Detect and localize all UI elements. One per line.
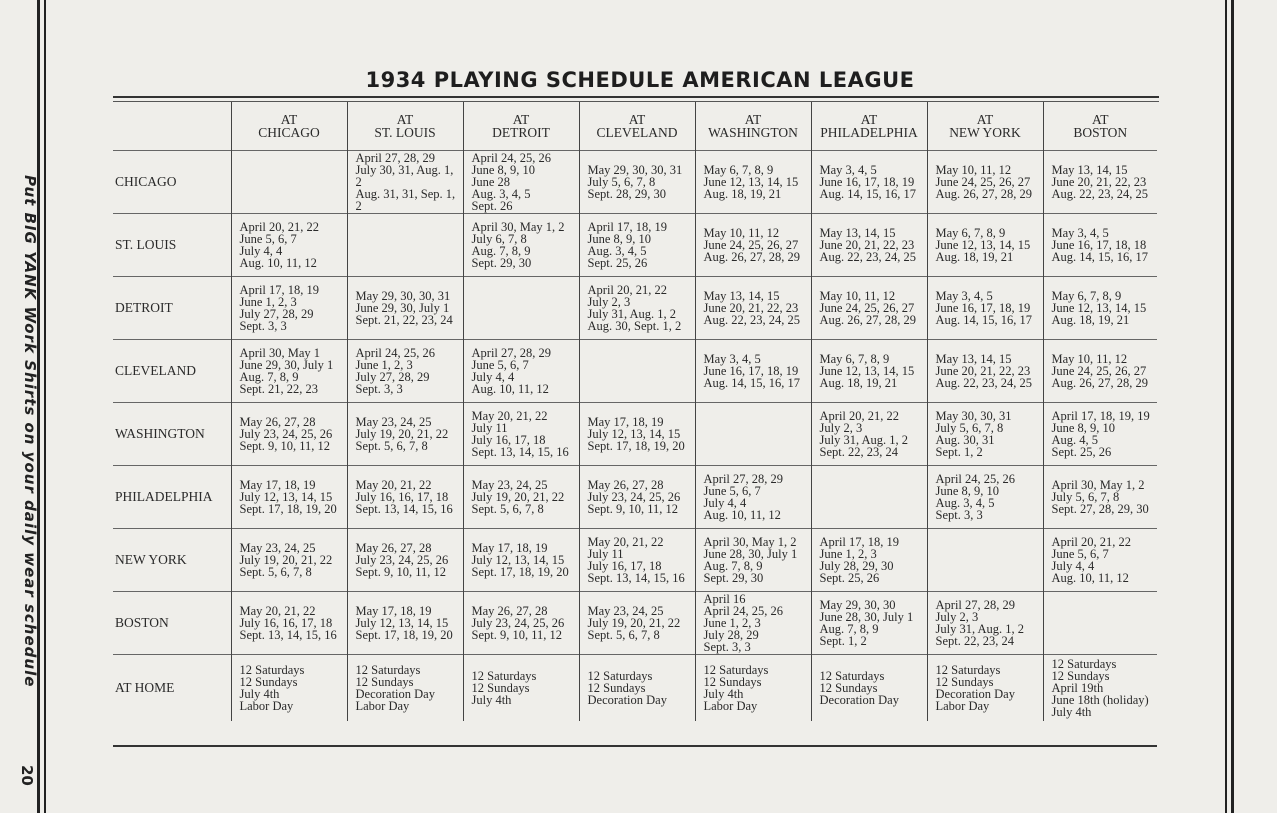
table-row [113,403,1157,466]
schedule-cell: May 20, 21, 22 July 11 July 16, 17, 18 Sept. 13, 14, 15, 16 [579,529,695,592]
right-border-line [1231,0,1234,813]
schedule-cell: April 27, 28, 29 June 5, 6, 7 July 4, 4 Aug. 10, 11, 12 [463,340,579,403]
schedule-cell: April 30, May 1, 2 July 5, 6, 7, 8 Sept. 27, 28, 29, 30 [1043,466,1157,529]
row-team-label: ST. LOUIS [113,214,231,277]
at-home-cell: 12 Saturdays 12 Sundays Decoration Day Labor Day [347,655,463,722]
schedule-cell: May 6, 7, 8, 9 June 12, 13, 14, 15 Aug. 18, 19, 21 [927,214,1043,277]
schedule-cell: May 17, 18, 19 July 12, 13, 14, 15 Sept. 17, 18, 19, 20 [231,466,347,529]
schedule-cell: May 6, 7, 8, 9 June 12, 13, 14, 15 Aug. 18, 19, 21 [811,340,927,403]
schedule-cell [347,214,463,277]
schedule-cell: April 24, 25, 26 June 8, 9, 10 June 28 Aug. 3, 4, 5 Sept. 26 [463,151,579,214]
schedule-cell: May 10, 11, 12 June 24, 25, 26, 27 Aug. 26, 27, 28, 29 [927,151,1043,214]
schedule-cell: May 23, 24, 25 July 19, 20, 21, 22 Sept. 5, 6, 7, 8 [347,403,463,466]
schedule-cell: May 6, 7, 8, 9 June 12, 13, 14, 15 Aug. 18, 19, 21 [695,151,811,214]
column-header: AT CHICAGO [231,102,347,151]
table-row [113,340,1157,403]
column-header: AT CLEVELAND [579,102,695,151]
schedule-cell [463,277,579,340]
column-header: AT BOSTON [1043,102,1157,151]
schedule-cell: May 3, 4, 5 June 16, 17, 18, 18 Aug. 14, 15, 16, 17 [1043,214,1157,277]
schedule-cell: May 20, 21, 22 July 11 July 16, 17, 18 Sept. 13, 14, 15, 16 [463,403,579,466]
schedule-cell: May 30, 30, 31 July 5, 6, 7, 8 Aug. 30, 31 Sept. 1, 2 [927,403,1043,466]
header-row [113,102,1157,151]
schedule-cell: April 17, 18, 19 June 1, 2, 3 July 28, 29, 30 Sept. 25, 26 [811,529,927,592]
at-home-cell: 12 Saturdays 12 Sundays April 19th June 18th (holiday) July 4th [1043,655,1157,722]
schedule-table [113,102,1157,721]
schedule-cell: May 10, 11, 12 June 24, 25, 26, 27 Aug. 26, 27, 28, 29 [695,214,811,277]
schedule-cell: May 10, 11, 12 June 24, 25, 26, 27 Aug. 26, 27, 28, 29 [1043,340,1157,403]
schedule-cell: May 29, 30, 30, 31 July 5, 6, 7, 8 Sept. 28, 29, 30 [579,151,695,214]
row-team-label: CHICAGO [113,151,231,214]
at-home-cell: 12 Saturdays 12 Sundays Decoration Day Labor Day [927,655,1043,722]
row-team-label: WASHINGTON [113,403,231,466]
schedule-cell: April 20, 21, 22 June 5, 6, 7 July 4, 4 Aug. 10, 11, 12 [1043,529,1157,592]
schedule-cell: April 24, 25, 26 June 1, 2, 3 July 27, 28, 29 Sept. 3, 3 [347,340,463,403]
at-home-label: AT HOME [113,655,231,722]
right-border-line-inner [1225,0,1227,813]
side-slogan: Put BIG YANK Work Shirts on your daily wear schedule [21,175,39,688]
schedule-cell: May 23, 24, 25 July 19, 20, 21, 22 Sept. 5, 6, 7, 8 [579,592,695,655]
table-row [113,151,1157,214]
schedule-cell: May 13, 14, 15 June 20, 21, 22, 23 Aug. 22, 23, 24, 25 [695,277,811,340]
table-row [113,277,1157,340]
schedule-cell: May 29, 30, 30, 31 June 29, 30, July 1 Sept. 21, 22, 23, 24 [347,277,463,340]
schedule-cell: May 3, 4, 5 June 16, 17, 18, 19 Aug. 14, 15, 16, 17 [811,151,927,214]
table-row [113,214,1157,277]
row-team-label: CLEVELAND [113,340,231,403]
table-row [113,592,1157,655]
page-title: 1934 PLAYING SCHEDULE AMERICAN LEAGUE [365,68,915,92]
schedule-cell: May 26, 27, 28 July 23, 24, 25, 26 Sept. 9, 10, 11, 12 [231,403,347,466]
column-header: AT NEW YORK [927,102,1043,151]
at-home-cell: 12 Saturdays 12 Sundays July 4th [463,655,579,722]
schedule-cell: April 30, May 1, 2 June 28, 30, July 1 Aug. 7, 8, 9 Sept. 29, 30 [695,529,811,592]
column-header: AT ST. LOUIS [347,102,463,151]
row-team-label: BOSTON [113,592,231,655]
schedule-cell [579,340,695,403]
column-header: AT PHILADELPHIA [811,102,927,151]
schedule-cell: May 26, 27, 28 July 23, 24, 25, 26 Sept. 9, 10, 11, 12 [347,529,463,592]
schedule-cell: April 20, 21, 22 July 2, 3 July 31, Aug. 1, 2 Sept. 22, 23, 24 [811,403,927,466]
schedule-cell: May 10, 11, 12 June 24, 25, 26, 27 Aug. 26, 27, 28, 29 [811,277,927,340]
column-header: AT DETROIT [463,102,579,151]
schedule-cell [927,529,1043,592]
schedule-cell: April 30, May 1, 2 July 6, 7, 8 Aug. 7, 8, 9 Sept. 29, 30 [463,214,579,277]
schedule-cell: April 17, 18, 19, 19 June 8, 9, 10 Aug. 4, 5 Sept. 25, 26 [1043,403,1157,466]
schedule-cell: April 30, May 1 June 29, 30, July 1 Aug. 7, 8, 9 Sept. 21, 22, 23 [231,340,347,403]
schedule-cell: May 17, 18, 19 July 12, 13, 14, 15 Sept. 17, 18, 19, 20 [463,529,579,592]
schedule-cell: April 17, 18, 19 June 1, 2, 3 July 27, 28, 29 Sept. 3, 3 [231,277,347,340]
schedule-cell [1043,592,1157,655]
schedule-cell [811,466,927,529]
schedule-cell: May 3, 4, 5 June 16, 17, 18, 19 Aug. 14, 15, 16, 17 [695,340,811,403]
at-home-cell: 12 Saturdays 12 Sundays July 4th Labor Day [231,655,347,722]
column-header: AT WASHINGTON [695,102,811,151]
bottom-rule [113,745,1157,747]
schedule-cell: May 29, 30, 30 June 28, 30, July 1 Aug. 7, 8, 9 Sept. 1, 2 [811,592,927,655]
corner-cell [113,102,231,151]
schedule-cell [695,403,811,466]
schedule-cell: May 17, 18, 19 July 12, 13, 14, 15 Sept. 17, 18, 19, 20 [347,592,463,655]
schedule-cell: April 17, 18, 19 June 8, 9, 10 Aug. 3, 4, 5 Sept. 25, 26 [579,214,695,277]
schedule-cell: May 20, 21, 22 July 16, 16, 17, 18 Sept. 13, 14, 15, 16 [231,592,347,655]
schedule-cell: April 27, 28, 29 July 30, 31, Aug. 1, 2 Aug. 31, 31, Sep. 1, 2 [347,151,463,214]
at-home-cell: 12 Saturdays 12 Sundays July 4th Labor Day [695,655,811,722]
schedule-cell: April 20, 21, 22 June 5, 6, 7 July 4, 4 Aug. 10, 11, 12 [231,214,347,277]
row-team-label: NEW YORK [113,529,231,592]
row-team-label: PHILADELPHIA [113,466,231,529]
schedule-cell [231,151,347,214]
schedule-cell: May 13, 14, 15 June 20, 21, 22, 23 Aug. 22, 23, 24, 25 [811,214,927,277]
table-row [113,466,1157,529]
schedule-cell: May 3, 4, 5 June 16, 17, 18, 19 Aug. 14, 15, 16, 17 [927,277,1043,340]
schedule-cell: May 26, 27, 28 July 23, 24, 25, 26 Sept. 9, 10, 11, 12 [579,466,695,529]
page-number: 20 [18,765,36,786]
schedule-cell: April 27, 28, 29 July 2, 3 July 31, Aug. 1, 2 Sept. 22, 23, 24 [927,592,1043,655]
table-row [113,529,1157,592]
title-rule [113,96,1159,98]
schedule-cell: May 26, 27, 28 July 23, 24, 25, 26 Sept. 9, 10, 11, 12 [463,592,579,655]
schedule-cell: May 13, 14, 15 June 20, 21, 22, 23 Aug. 22, 23, 24, 25 [927,340,1043,403]
schedule-cell: April 16 April 24, 25, 26 June 1, 2, 3 July 28, 29 Sept. 3, 3 [695,592,811,655]
row-team-label: DETROIT [113,277,231,340]
schedule-cell: May 23, 24, 25 July 19, 20, 21, 22 Sept. 5, 6, 7, 8 [231,529,347,592]
schedule-cell: May 23, 24, 25 July 19, 20, 21, 22 Sept. 5, 6, 7, 8 [463,466,579,529]
schedule-cell: May 20, 21, 22 July 16, 16, 17, 18 Sept. 13, 14, 15, 16 [347,466,463,529]
left-border-line-inner [44,0,46,813]
at-home-row [113,655,1157,722]
schedule-cell: May 17, 18, 19 July 12, 13, 14, 15 Sept. 17, 18, 19, 20 [579,403,695,466]
schedule-cell: April 20, 21, 22 July 2, 3 July 31, Aug. 1, 2 Aug. 30, Sept. 1, 2 [579,277,695,340]
at-home-cell: 12 Saturdays 12 Sundays Decoration Day [579,655,695,722]
schedule-cell: May 6, 7, 8, 9 June 12, 13, 14, 15 Aug. 18, 19, 21 [1043,277,1157,340]
schedule-cell: May 13, 14, 15 June 20, 21, 22, 23 Aug. 22, 23, 24, 25 [1043,151,1157,214]
schedule-cell: April 27, 28, 29 June 5, 6, 7 July 4, 4 Aug. 10, 11, 12 [695,466,811,529]
at-home-cell: 12 Saturdays 12 Sundays Decoration Day [811,655,927,722]
schedule-cell: April 24, 25, 26 June 8, 9, 10 Aug. 3, 4, 5 Sept. 3, 3 [927,466,1043,529]
